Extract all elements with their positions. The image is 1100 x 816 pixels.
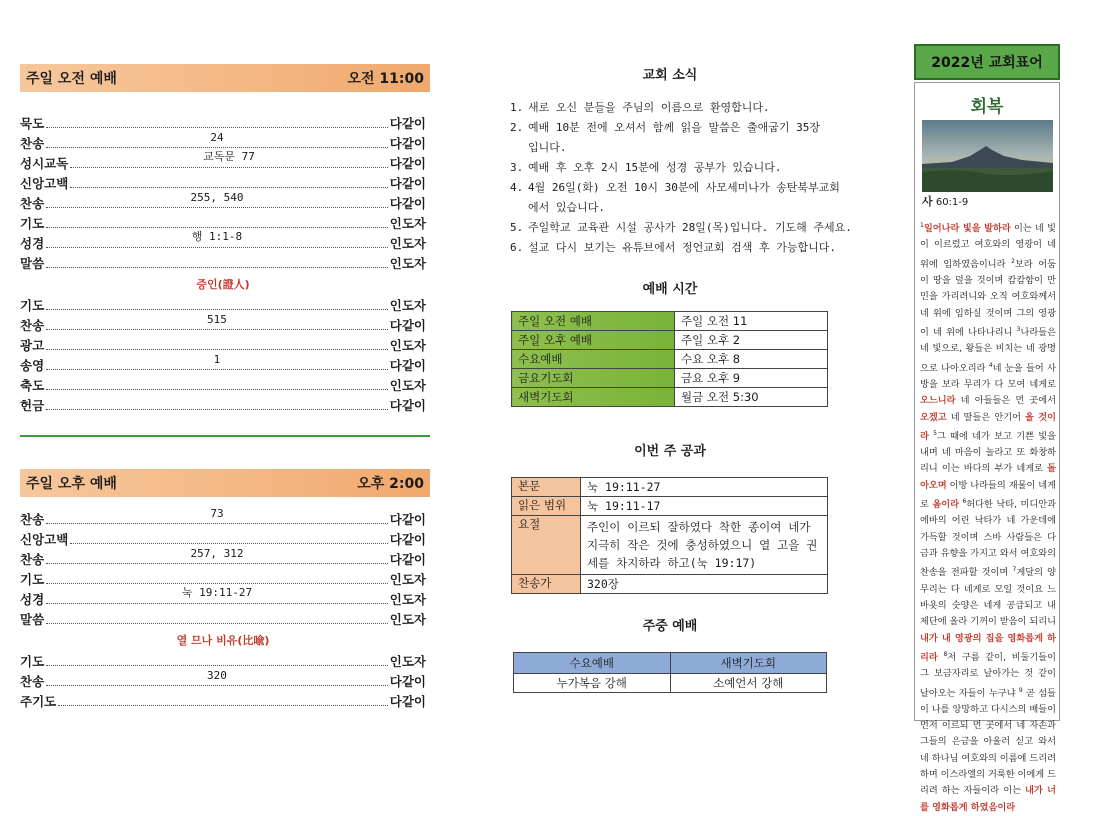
worship-order-row xyxy=(20,588,426,608)
order-item-leader: 인도자 xyxy=(389,338,426,353)
sermon-title: 증인(證人) xyxy=(196,278,250,291)
verse-book: 사 xyxy=(922,195,933,208)
leader-dots xyxy=(46,313,388,330)
order-item-name: 말씀 xyxy=(20,612,45,627)
worship-order-row xyxy=(20,354,426,374)
lesson-label: 요절 xyxy=(512,516,581,575)
mountain-sunrise-image xyxy=(922,120,1053,192)
lesson-row xyxy=(512,516,828,575)
worship-order-row xyxy=(20,650,426,670)
order-item-name: 성경 xyxy=(20,592,45,607)
news-text: 예배 10분 전에 오셔서 함께 읽을 말씀은 출애굽기 35장 입니다. xyxy=(528,121,820,154)
order-item-leader: 인도자 xyxy=(389,298,426,313)
morning-service-title: 주일 오전 예배 xyxy=(26,71,117,87)
lesson-label: 읽은 범위 xyxy=(512,497,581,516)
weekday-value: 소예언서 강해 xyxy=(670,674,827,693)
worship-order-row xyxy=(20,508,426,528)
service-name: 주일 오전 예배 xyxy=(512,312,675,331)
verse-highlight: 돌아오며 xyxy=(920,463,1056,491)
worship-order-row xyxy=(20,690,426,710)
news-number: 2. xyxy=(510,121,524,134)
lesson-table xyxy=(511,477,828,594)
order-item-leader: 다같이 xyxy=(389,694,426,709)
order-item-name: 찬송 xyxy=(20,136,45,151)
order-item-leader: 다같이 xyxy=(389,196,426,211)
lesson-label: 본문 xyxy=(512,478,581,497)
service-time: 월금 오전 5:30 xyxy=(675,388,828,407)
leader-dots xyxy=(46,547,388,564)
service-time-row xyxy=(512,369,828,388)
order-item-name: 찬송 xyxy=(20,196,45,211)
verse-highlight: 내가 내 영광의 집을 영화롭게 하리라 xyxy=(920,632,1056,663)
news-text: 새로 오신 분들을 주님의 이름으로 환영합니다. xyxy=(528,101,770,114)
weekday-header: 수요예배 xyxy=(514,653,671,674)
motto-title: 2022년 교회표어 xyxy=(914,44,1060,80)
service-time-row xyxy=(512,312,828,331)
verse-text: 곧 섬들이 나를 앙망하고 다시스의 배들이 먼저 이르되 먼 곳에서 네 자손과 그들의 은금을 아울러 싣고 와서 네 하나님 여호와의 이름에 드리려 하며 이스라엘의 거룩한 이에게 드리려 하는 자들이라 이는 xyxy=(920,687,1056,797)
service-name: 새벽기도회 xyxy=(512,388,675,407)
lesson-label: 찬송가 xyxy=(512,575,581,594)
verse-text: 이방 나라들의 재물이 네게로 xyxy=(920,479,1056,511)
weekday-table xyxy=(513,652,827,693)
leader-dots xyxy=(46,308,388,310)
news-title: 교회 소식 xyxy=(642,68,698,83)
order-item-name: 신앙고백 xyxy=(20,532,69,547)
order-item-name: 송영 xyxy=(20,358,45,373)
verse-number: 6 xyxy=(962,498,967,506)
leader-dots xyxy=(46,507,388,524)
verse-highlight: 내가 너를 영화롭게 하였음이라 xyxy=(920,785,1057,813)
leader-dots xyxy=(70,186,387,188)
afternoon-order-list xyxy=(20,508,426,710)
leader-dots xyxy=(46,348,388,350)
worship-order-row xyxy=(20,314,426,334)
order-item-detail: 73 xyxy=(210,507,224,520)
order-item-name: 광고 xyxy=(20,338,45,353)
leader-dots xyxy=(46,586,388,604)
leader-dots xyxy=(46,622,388,624)
order-item-name: 묵도 xyxy=(20,116,45,131)
news-text: 예배 후 오후 2시 15분에 성경 공부가 있습니다. xyxy=(528,161,782,174)
order-item-leader: 다같이 xyxy=(389,136,426,151)
leader-dots xyxy=(46,230,388,248)
lesson-value: 320장 xyxy=(581,575,828,594)
order-item-leader: 다같이 xyxy=(389,156,426,171)
verse-highlight: 일어나라 빛을 발하라 xyxy=(923,223,1011,235)
verse-text: 저 구름 같이, 비둘기들이 그 보금자리로 날아가는 것 같이 날아오는 자들이 누구냐 xyxy=(920,651,1056,699)
service-times-table xyxy=(511,311,828,407)
order-item-name: 찬송 xyxy=(20,512,45,527)
afternoon-service-time: 오후 2:00 xyxy=(357,476,424,492)
worship-order-row xyxy=(20,394,426,414)
news-text: 4월 26일(화) 오전 10시 30분에 사모세미나가 송탄북부교회 에서 있습니다. xyxy=(528,181,840,214)
news-number: 1. xyxy=(510,101,524,114)
order-item-leader: 다같이 xyxy=(389,116,426,131)
news-item xyxy=(510,158,880,178)
order-item-leader: 다같이 xyxy=(389,552,426,567)
news-number: 6. xyxy=(510,241,524,254)
news-item xyxy=(510,98,880,118)
leader-dots xyxy=(46,388,388,390)
verse-highlight: 오겠고 xyxy=(920,411,947,423)
verse-text: 네 눈을 들어 사방을 보라 무리가 다 모여 네게로 xyxy=(920,362,1056,390)
news-item xyxy=(510,238,880,258)
worship-order-row xyxy=(20,374,426,394)
order-item-detail: 320 xyxy=(207,669,227,682)
order-item-detail: 24 xyxy=(210,131,224,144)
lesson-value: 주인이 이르되 잘하였다 착한 종이여 네가 지극히 작은 것에 충성하였으니 열 고을 권세를 차지하라 하고(눅 19:17) xyxy=(581,516,828,575)
news-item xyxy=(510,118,880,158)
verse-text: 네 딸들은 안기어 xyxy=(946,411,1026,423)
leader-dots xyxy=(46,191,388,208)
news-text: 설교 다시 보기는 유튜브에서 정언교회 검색 후 가능합니다. xyxy=(528,241,837,254)
order-item-name: 신앙고백 xyxy=(20,176,69,191)
verse-highlight: 옴이라 xyxy=(932,499,959,511)
lesson-row xyxy=(512,478,828,497)
leader-dots xyxy=(58,704,388,706)
order-item-name: 축도 xyxy=(20,378,45,393)
times-title: 예배 시간 xyxy=(642,282,698,297)
order-item-name: 성시교독 xyxy=(20,156,69,171)
weekday-title: 주중 예배 xyxy=(642,619,698,634)
verse-text: 이는 네 빛이 이르렀고 여호와의 영광이 네 위에 임하였음이니라 xyxy=(920,223,1057,270)
news-number: 5. xyxy=(510,221,524,234)
order-item-detail: 255, 540 xyxy=(190,191,244,204)
leader-dots xyxy=(46,664,388,666)
order-item-leader: 인도자 xyxy=(389,592,426,607)
service-name: 주일 오후 예배 xyxy=(512,331,675,350)
worship-order-row xyxy=(20,112,426,132)
verse-number: 8 xyxy=(943,650,948,658)
worship-order-row xyxy=(20,334,426,354)
verse-reference xyxy=(922,193,968,209)
service-name: 금요기도회 xyxy=(512,369,675,388)
verse-text: 나라들은 네 빛으로, 왕들은 비치는 네 광명으로 나아오리라 xyxy=(920,326,1056,374)
lesson-value: 눅 19:11-17 xyxy=(581,497,828,516)
order-item-leader: 다같이 xyxy=(389,398,426,413)
news-item xyxy=(510,218,880,238)
order-item-leader: 다같이 xyxy=(389,532,426,547)
verse-text: 게달의 양 무리는 다 네게로 모일 것이요 느바욧의 숫양은 네게 공급되고 내 제단에 올라 기꺼이 받음이 되리니 xyxy=(920,567,1057,628)
order-item-leader: 인도자 xyxy=(389,654,426,669)
verse-highlight: 오느니라 xyxy=(920,395,956,407)
worship-order-row xyxy=(20,294,426,314)
order-item-detail: 1 xyxy=(213,353,221,366)
verse-text: 그 때에 네가 보고 기쁜 빛을 내며 네 마음이 놀라고 또 화창하리니 이는 바다의 부가 네게로 xyxy=(920,430,1056,475)
leader-dots xyxy=(46,669,388,686)
verse-text: 허다한 낙타, 미디안과 에바의 어린 낙타가 네 가운데에 가득할 것이며 스바 사람들은 다 금과 유향을 가지고 와서 여호와의 찬송을 전파할 것이며 xyxy=(920,499,1057,579)
service-time-row xyxy=(512,331,828,350)
weekday-header: 새벽기도회 xyxy=(670,653,827,674)
order-item-name: 말씀 xyxy=(20,256,45,271)
order-item-name: 기도 xyxy=(20,572,45,587)
service-name: 수요예배 xyxy=(512,350,675,369)
news-number: 4. xyxy=(510,181,524,194)
order-item-name: 찬송 xyxy=(20,318,45,333)
order-item-detail: 515 xyxy=(207,313,227,326)
order-item-leader: 인도자 xyxy=(389,612,426,627)
verse-number: 7 xyxy=(1012,566,1017,574)
order-item-name: 찬송 xyxy=(20,552,45,567)
leader-dots xyxy=(46,266,388,268)
order-item-leader: 인도자 xyxy=(389,236,426,251)
order-item-name: 기도 xyxy=(20,216,45,231)
motto-word: 회복 xyxy=(970,97,1004,117)
verse-number: 3 xyxy=(1016,325,1021,333)
leader-dots xyxy=(46,353,388,370)
service-time-row xyxy=(512,350,828,369)
worship-order-row xyxy=(20,152,426,172)
news-text: 주일학교 교육관 시설 공사가 28일(목)입니다. 기도해 주세요. xyxy=(528,221,852,234)
order-item-leader: 인도자 xyxy=(389,256,426,271)
worship-order-row xyxy=(20,528,426,548)
morning-service-time: 오전 11:00 xyxy=(347,71,424,87)
motto-verse-text xyxy=(920,218,1056,816)
order-item-name: 기도 xyxy=(20,654,45,669)
morning-order-list xyxy=(20,112,426,414)
service-time: 주일 오전 11 xyxy=(675,312,828,331)
afternoon-service-header xyxy=(20,469,430,497)
worship-order-row xyxy=(20,548,426,568)
order-item-name: 주기도 xyxy=(20,694,57,709)
lesson-value: 눅 19:11-27 xyxy=(581,478,828,497)
order-item-leader: 인도자 xyxy=(389,216,426,231)
order-item-leader: 다같이 xyxy=(389,512,426,527)
worship-order-row xyxy=(20,252,426,272)
morning-service-header xyxy=(20,64,430,92)
leader-dots xyxy=(46,408,388,410)
news-number: 3. xyxy=(510,161,524,174)
news-list xyxy=(510,98,880,258)
worship-order-row xyxy=(20,172,426,192)
order-item-detail: 눅 19:11-27 xyxy=(181,586,253,599)
order-item-name: 기도 xyxy=(20,298,45,313)
lesson-row xyxy=(512,575,828,594)
service-time: 금요 오후 9 xyxy=(675,369,828,388)
afternoon-service-title: 주일 오후 예배 xyxy=(26,476,117,492)
service-time: 수요 오후 8 xyxy=(675,350,828,369)
verse-number: 9 xyxy=(1018,686,1023,694)
verse-highlight: 올 것이라 xyxy=(920,411,1056,442)
order-item-detail: 행 1:1-8 xyxy=(191,230,243,243)
worship-order-row xyxy=(20,608,426,628)
section-divider xyxy=(20,435,430,437)
lesson-title: 이번 주 공과 xyxy=(634,444,706,459)
order-item-leader: 다같이 xyxy=(389,358,426,373)
verse-text: 네 아들들은 먼 곳에서 xyxy=(955,395,1056,407)
leader-dots xyxy=(46,126,388,128)
leader-dots xyxy=(70,150,387,168)
verse-number: 5 xyxy=(933,429,937,437)
order-item-leader: 다같이 xyxy=(389,176,426,191)
order-item-name: 찬송 xyxy=(20,674,45,689)
service-time-row xyxy=(512,388,828,407)
news-item xyxy=(510,178,880,218)
verse-text: 보라 어둠이 땅을 덮을 것이며 캄캄함이 만민을 가리려니와 오직 여호와께서 네 위에 임하실 것이며 그의 영광이 네 위에 나타나리니 xyxy=(920,258,1057,338)
order-item-leader: 다같이 xyxy=(389,674,426,689)
weekday-value: 누가복음 강해 xyxy=(514,674,671,693)
worship-order-row xyxy=(20,192,426,212)
order-item-name: 성경 xyxy=(20,236,45,251)
order-item-detail: 교독문 77 xyxy=(203,150,255,163)
verse-number: 4 xyxy=(988,361,993,369)
order-item-name: 헌금 xyxy=(20,398,45,413)
order-item-leader: 인도자 xyxy=(389,378,426,393)
worship-order-row xyxy=(20,670,426,690)
verse-number: 2 xyxy=(1011,257,1015,265)
order-item-detail: 257, 312 xyxy=(190,547,244,560)
order-item-leader: 다같이 xyxy=(389,318,426,333)
worship-order-row xyxy=(20,232,426,252)
sermon-title: 열 므나 비유(比喩) xyxy=(176,634,270,647)
service-time: 주일 오후 2 xyxy=(675,331,828,350)
verse-range: 60:1-9 xyxy=(935,197,969,208)
order-item-leader: 인도자 xyxy=(389,572,426,587)
lesson-row xyxy=(512,497,828,516)
verse-number: 1 xyxy=(920,222,924,229)
leader-dots xyxy=(70,542,387,544)
